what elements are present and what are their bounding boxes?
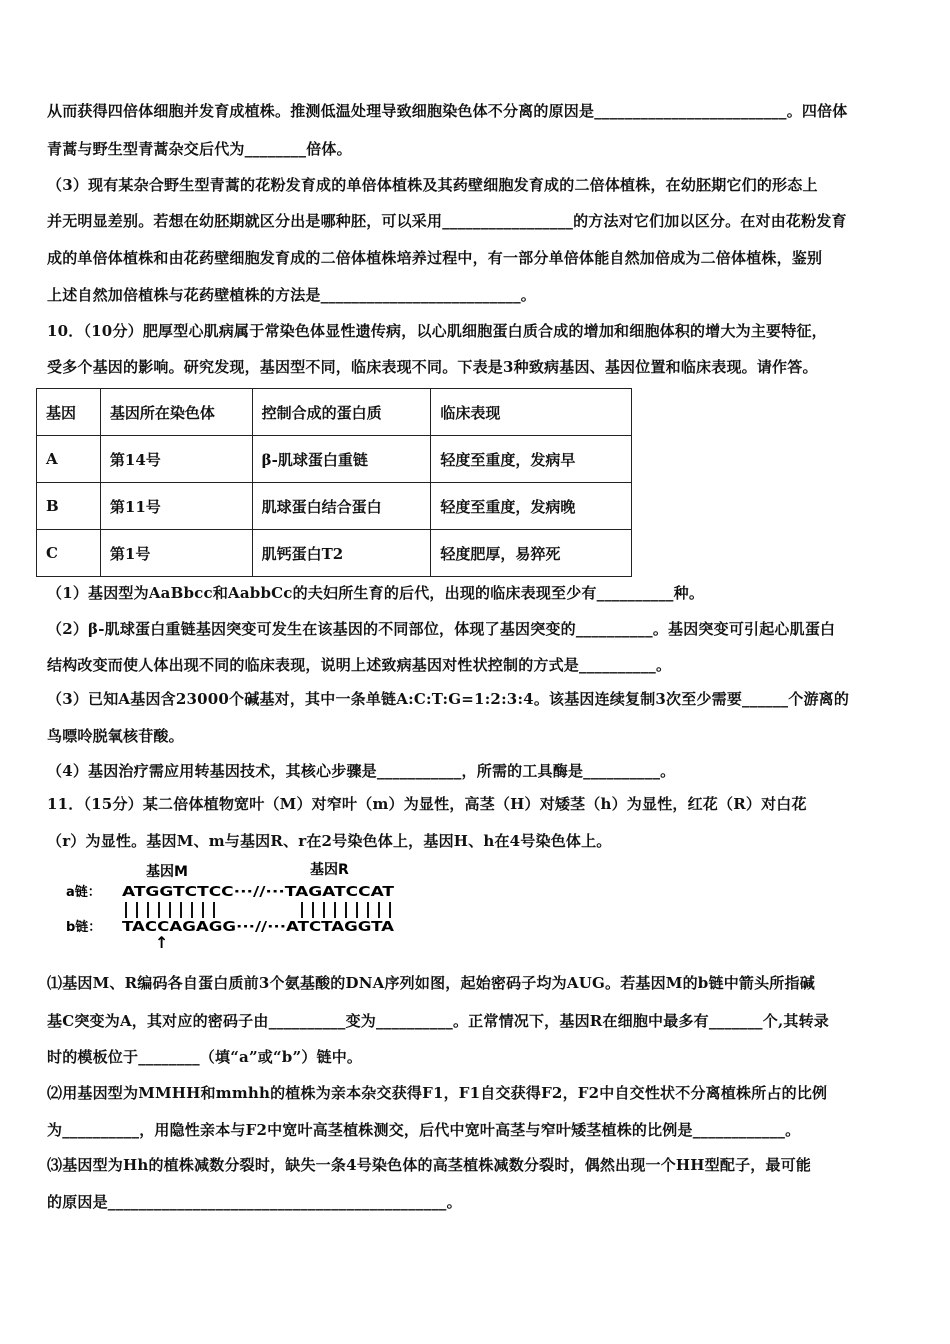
mutation-arrow-icon: ↑: [155, 933, 169, 950]
table-cell: A: [37, 436, 101, 483]
table-cell: B: [37, 483, 101, 530]
table-cell: 第14号: [100, 436, 252, 483]
q9-line-1: 从而获得四倍体细胞并发育成植株。推测低温处理导致细胞染色体不分离的原因是_________________________。四倍体: [47, 102, 848, 120]
b-chain-sequence: TACCAGAGG···//···ATCTAGGTA: [122, 920, 394, 935]
table-header-cell: 控制合成的蛋白质: [252, 389, 431, 436]
table-row: [37, 530, 632, 577]
table-header-cell: 基因所在染色体: [100, 389, 252, 436]
q10-stem-line-1: 10．（10分）肥厚型心肌病属于常染色体显性遗传病，以心肌细胞蛋白质合成的增加和细胞体积的增大为主要特征，: [47, 322, 827, 340]
q11-part3-line-2: 的原因是____________________________________________。: [47, 1193, 462, 1211]
q9-line-2: 青蒿与野生型青蒿杂交后代为________倍体。: [47, 140, 352, 158]
table-header-row: [37, 389, 632, 436]
q11-part3-line-1: ⑶基因型为Hh的植株减数分裂时，缺失一条4号染色体的高茎植株减数分裂时，偶然出现一个HH型配子，最可能: [47, 1156, 812, 1174]
table-row: [37, 483, 632, 530]
table-header-cell: 基因: [37, 389, 101, 436]
q9-part3-line-4: 上述自然加倍植株与花药壁植株的方法是__________________________。: [47, 286, 537, 304]
q11-stem-line-1: 11．（15分）某二倍体植物宽叶（M）对窄叶（m）为显性，高茎（H）对矮茎（h）为显性，红花（R）对白花: [47, 795, 807, 813]
dna-sequence-figure: [66, 860, 406, 950]
q10-part1: （1）基因型为AaBbcc和AabbCc的夫妇所生育的后代，出现的临床表现至少有__________种。: [47, 584, 705, 602]
q10-stem-line-2: 受多个基因的影响。研究发现，基因型不同，临床表现不同。下表是3种致病基因、基因位置和临床表现。请作答。: [47, 358, 818, 376]
q10-part3-line-1: （3）已知A基因含23000个碱基对，其中一条单链A:C:T:G=1:2:3:4。该基因连续复制3次至少需要______个游离的: [47, 690, 850, 708]
table-cell: 肌球蛋白结合蛋白: [252, 483, 431, 530]
q9-part3-line-2: 并无明显差别。若想在幼胚期就区分出是哪种胚，可以采用_________________的方法对它们加以区分。在对由花粉发育: [47, 212, 847, 230]
q11-part2-line-2: 为__________，用隐性亲本与F2中宽叶高茎植株测交，后代中宽叶高茎与窄叶矮茎植株的比例是____________。: [47, 1121, 801, 1139]
q9-part3-line-3: 成的单倍体植株和由花药壁细胞发育成的二倍体植株培养过程中，有一部分单倍体能自然加倍成为二倍体植株，鉴别: [47, 249, 823, 267]
table-cell: 第11号: [100, 483, 252, 530]
q11-part2-line-1: ⑵用基因型为MMHH和mmhh的植株为亲本杂交获得F1，F1自交获得F2，F2中自交性状不分离植株所占的比例: [47, 1084, 828, 1102]
table-cell: 轻度至重度，发病晚: [431, 483, 632, 530]
b-chain-label: b链：: [66, 920, 102, 935]
q11-part1-line-1: ⑴基因M、R编码各自蛋白质前3个氨基酸的DNA序列如图，起始密码子均为AUG。若基因M的b链中箭头所指碱: [47, 974, 815, 992]
q10-part4: （4）基因治疗需应用转基因技术，其核心步骤是___________，所需的工具酶是__________。: [47, 762, 676, 780]
gene-r-label: 基因R: [310, 862, 349, 878]
q11-part1-line-2: 基C突变为A，其对应的密码子由__________变为__________。正常情况下，基因R在细胞中最多有_______个,其转录: [47, 1012, 829, 1030]
table-cell: 肌钙蛋白T2: [252, 530, 431, 577]
a-chain-label: a链：: [66, 885, 101, 900]
table-cell: C: [37, 530, 101, 577]
q10-part3-line-2: 鸟嘌呤脱氧核苷酸。: [47, 727, 184, 745]
q10-part2-line-1: （2）β-肌球蛋白重链基因突变可发生在该基因的不同部位，体现了基因突变的__________。基因突变可引起心肌蛋白: [47, 620, 836, 638]
table-cell: β-肌球蛋白重链: [252, 436, 431, 483]
table-header-cell: 临床表现: [431, 389, 632, 436]
q11-part1-line-3: 时的模板位于________（填“a”或“b”）链中。: [47, 1048, 363, 1066]
table-cell: 轻度至重度，发病早: [431, 436, 632, 483]
base-pair-bonds-right: [302, 902, 390, 918]
q9-part3-line-1: （3）现有某杂合野生型青蒿的花粉发育成的单倍体植株及其药壁细胞发育成的二倍体植株，在幼胚期它们的形态上: [47, 176, 818, 194]
q11-stem-line-2: （r）为显性。基因M、m与基因R、r在2号染色体上，基因H、h在4号染色体上。: [47, 832, 612, 850]
table-cell: 第1号: [100, 530, 252, 577]
base-pair-bonds-left: [126, 902, 214, 918]
q10-part2-line-2: 结构改变而使人体出现不同的临床表现，说明上述致病基因对性状控制的方式是__________。: [47, 656, 672, 674]
gene-table: [36, 388, 632, 577]
a-chain-sequence: ATGGTCTCC···//···TAGATCCAT: [122, 885, 395, 900]
table-row: [37, 436, 632, 483]
gene-m-label: 基因M: [146, 864, 188, 880]
table-cell: 轻度肥厚，易猝死: [431, 530, 632, 577]
